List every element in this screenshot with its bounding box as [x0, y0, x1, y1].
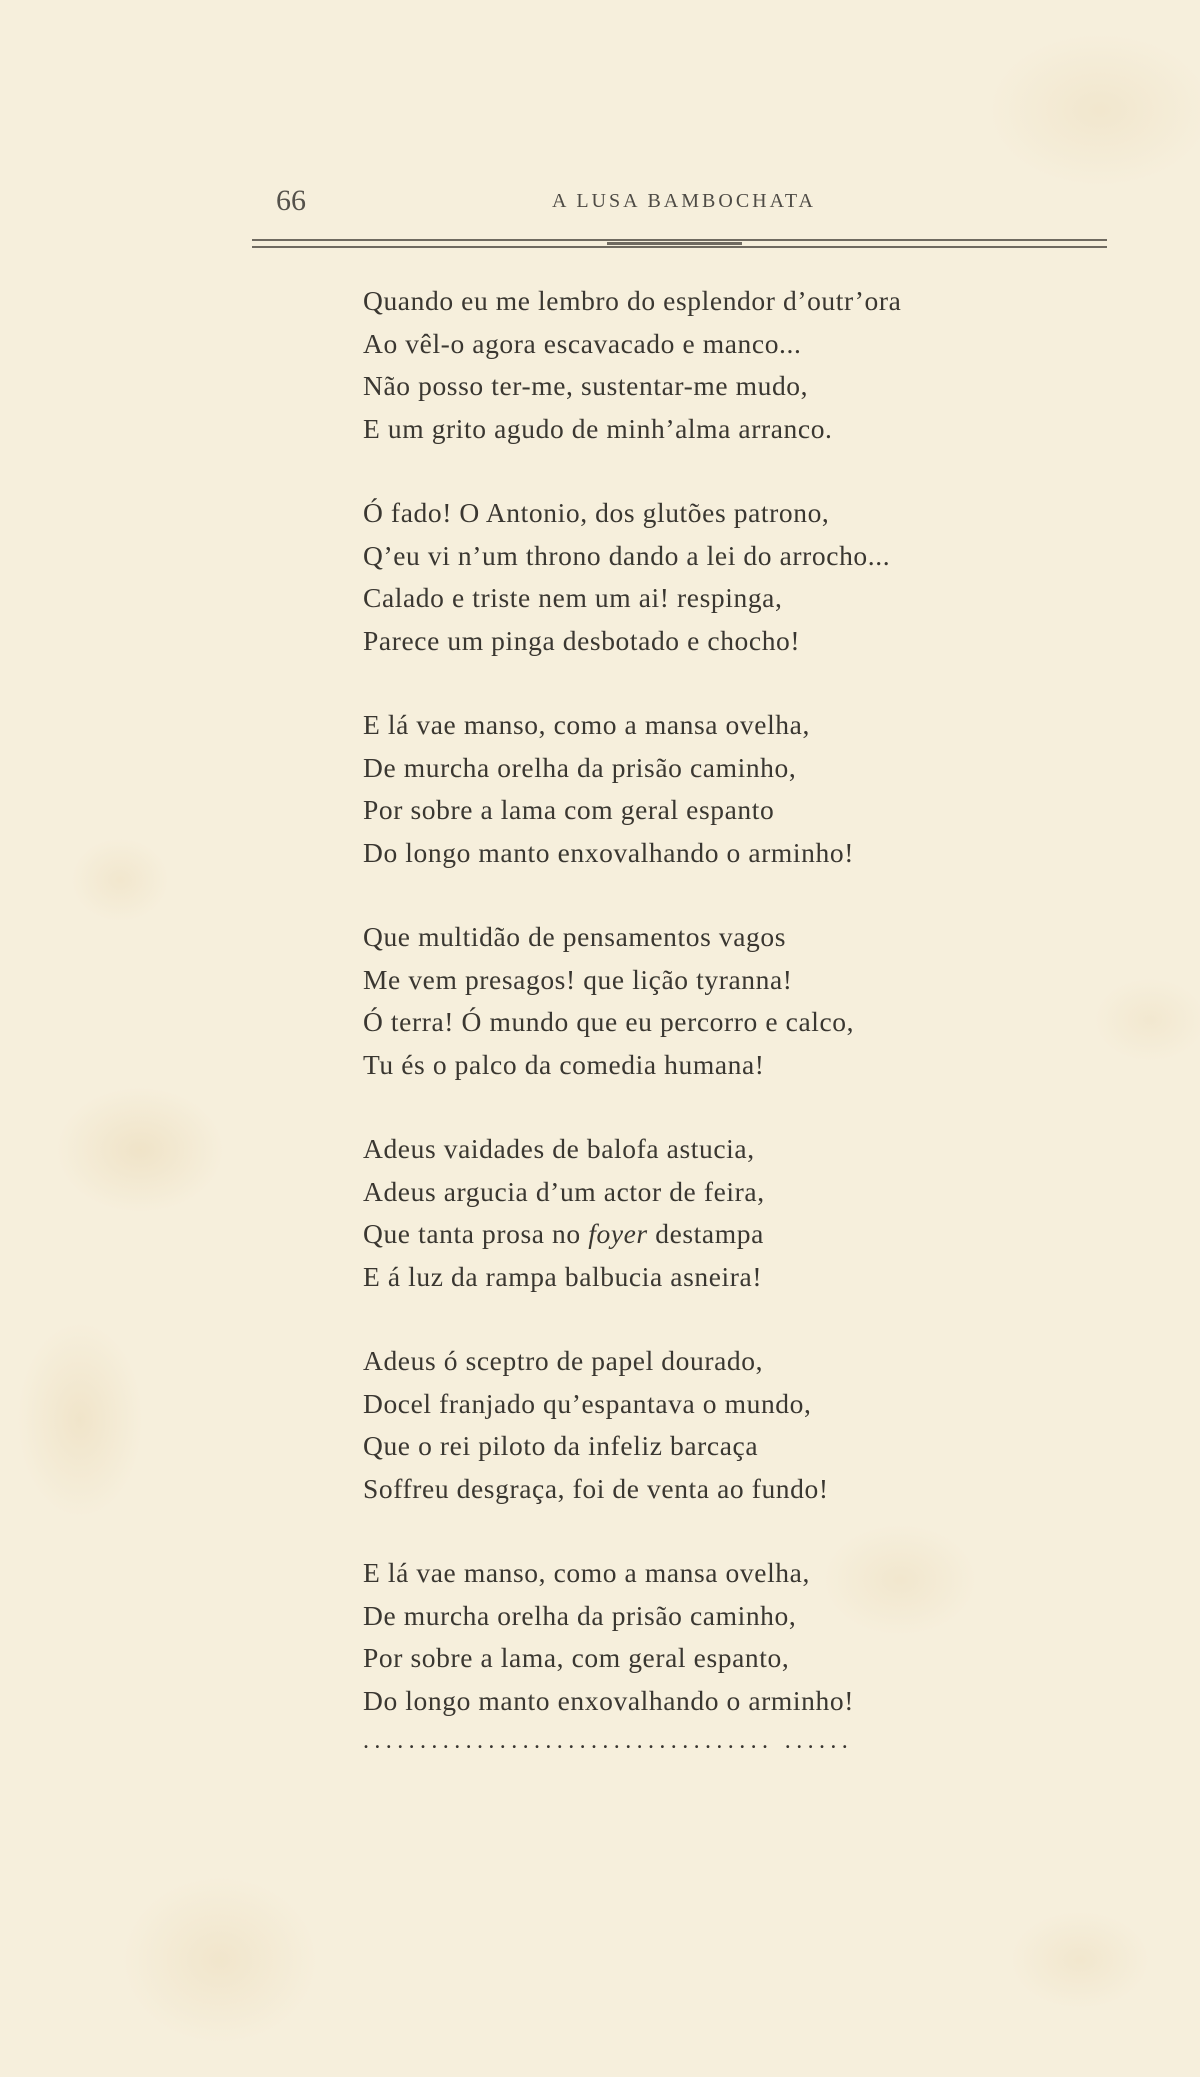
verse-line: Do longo manto enxovalhando o arminho! [363, 836, 854, 868]
verse-line: Ó fado! O Antonio, dos glutões patrono, [363, 497, 830, 528]
verse-line: E um grito agudo de minh’alma arranco. [363, 412, 833, 444]
header-rule-center-ornament [607, 242, 742, 245]
verse-line: Tu és o palco da comedia humana! [363, 1048, 765, 1080]
verse-line: De murcha orelha da prisão caminho, [363, 751, 797, 783]
verse-segment: Que tanta prosa no [363, 1218, 589, 1249]
verse-line: E lá vae manso, como a mansa ovelha, [363, 1557, 810, 1588]
verse-line: Ó terra! Ó mundo que eu percorro e calco, [363, 1006, 855, 1037]
verse-segment: destampa [647, 1218, 764, 1249]
stanza-2 [363, 492, 1103, 662]
verse-line: Não posso ter-me, sustentar-me mudo, [363, 370, 809, 401]
verse-line: Calado e triste nem um ai! respinga, [363, 582, 783, 613]
stanza-1 [363, 280, 1103, 450]
verse-line: E á luz da rampa balbucia asneira! [363, 1260, 763, 1292]
verse-line: Ao vêl-o agora escavacado e manco... [363, 327, 802, 359]
closing-dotted-line: .................................... ...... [363, 1728, 854, 1754]
verse-line: Adeus ó sceptro de papel dourado, [363, 1345, 764, 1376]
verse-line: Que multidão de pensamentos vagos [363, 921, 787, 952]
verse-line: Quando eu me lembro do esplendor d’outr’ora [363, 285, 902, 316]
verse-line: De murcha orelha da prisão caminho, [363, 1599, 797, 1631]
header-double-rule [252, 239, 1107, 248]
verse-line: Do longo manto enxovalhando o arminho! [363, 1684, 854, 1716]
running-title: A LUSA BAMBOCHATA [552, 190, 816, 212]
verse-line: Me vem presagos! que lição tyranna! [363, 963, 793, 995]
verse-line: Soffreu desgraça, foi de venta ao fundo! [363, 1472, 829, 1504]
header-rule-bottom-line [252, 246, 1107, 248]
verse-line: Docel franjado qu’espantava o mundo, [363, 1387, 812, 1419]
italic-word: foyer [588, 1218, 648, 1249]
header-rule-top-line [252, 239, 1107, 241]
verse-line: Q’eu vi n’um throno dando a lei do arrocho... [363, 539, 891, 571]
verse-line: E lá vae manso, como a mansa ovelha, [363, 709, 810, 740]
verse-line: Parece um pinga desbotado e chocho! [363, 624, 801, 656]
stanza-4 [363, 916, 1103, 1086]
verse-line: Por sobre a lama com geral espanto [363, 794, 775, 825]
verse-line: Que o rei piloto da infeliz barcaça [363, 1430, 759, 1461]
verse-line: Adeus vaidades de balofa astucia, [363, 1133, 755, 1164]
stanza-5 [363, 1128, 1103, 1298]
verse-line-with-italic [363, 1213, 1103, 1256]
verse-line: Por sobre a lama, com geral espanto, [363, 1642, 790, 1673]
verse-line: Adeus argucia d’um actor de feira, [363, 1175, 765, 1207]
stanza-7 [363, 1552, 1103, 1722]
stanza-6 [363, 1340, 1103, 1510]
stanza-3 [363, 704, 1103, 874]
page-number: 66 [276, 184, 306, 217]
poem-body [363, 280, 1103, 1764]
